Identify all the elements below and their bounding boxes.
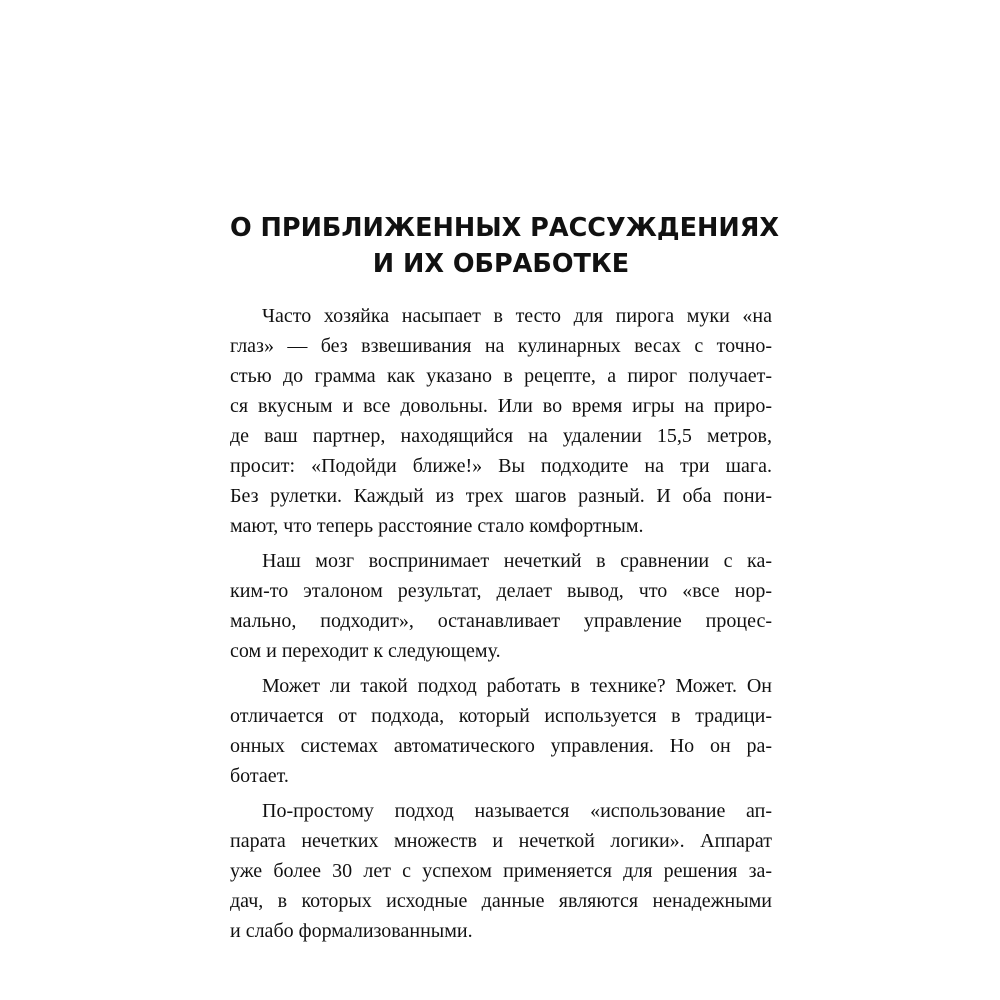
text-line: парата нечетких множеств и нечеткой логики». Аппарат bbox=[230, 830, 772, 852]
text-line: отличается от подхода, который используется в традици- bbox=[230, 705, 772, 727]
paragraph-3 bbox=[230, 671, 772, 791]
text-line: По-простому подход называется «использование ап- bbox=[262, 800, 772, 822]
text-line: Часто хозяйка насыпает в тесто для пирога муки «на bbox=[262, 305, 772, 327]
chapter-heading-line-2: И ИХ ОБРАБОТКЕ bbox=[372, 249, 630, 279]
text-line: онных системах автоматического управления. Но он ра- bbox=[230, 735, 772, 757]
text-line: глаз» — без взвешивания на кулинарных весах с точно- bbox=[230, 335, 772, 357]
text-line: ким-то эталоном результат, делает вывод, что «все нор- bbox=[230, 580, 772, 602]
text-line: просит: «Подойди ближе!» Вы подходите на три шага. bbox=[230, 455, 772, 477]
text-line: мают, что теперь расстояние стало комфортным. bbox=[230, 515, 644, 537]
text-line: Без рулетки. Каждый из трех шагов разный. И оба пони- bbox=[230, 485, 772, 507]
paragraph-2 bbox=[230, 546, 772, 666]
text-line: ботает. bbox=[230, 765, 289, 787]
chapter-heading-line-1: О ПРИБЛИЖЕННЫХ РАССУЖДЕНИЯХ bbox=[230, 213, 779, 243]
text-line: сом и переходит к следующему. bbox=[230, 640, 501, 662]
text-line: уже более 30 лет с успехом применяется для решения за- bbox=[230, 860, 772, 882]
text-line: ся вкусным и все довольны. Или во время игры на приро- bbox=[230, 395, 772, 417]
text-line: Может ли такой подход работать в технике? Может. Он bbox=[262, 675, 772, 697]
text-line: стью до грамма как указано в рецепте, а пирог получает- bbox=[230, 365, 772, 387]
book-page bbox=[230, 210, 779, 951]
text-line: мально, подходит», останавливает управление процес- bbox=[230, 610, 772, 632]
text-line: де ваш партнер, находящийся на удалении 15,5 метров, bbox=[230, 425, 772, 447]
paragraph-4 bbox=[230, 796, 772, 946]
text-line: и слабо формализованными. bbox=[230, 920, 473, 942]
paragraph-1 bbox=[230, 301, 772, 541]
text-line: дач, в которых исходные данные являются ненадежными bbox=[230, 890, 772, 912]
chapter-heading bbox=[230, 210, 779, 282]
text-line: Наш мозг воспринимает нечеткий в сравнении с ка- bbox=[262, 550, 772, 572]
